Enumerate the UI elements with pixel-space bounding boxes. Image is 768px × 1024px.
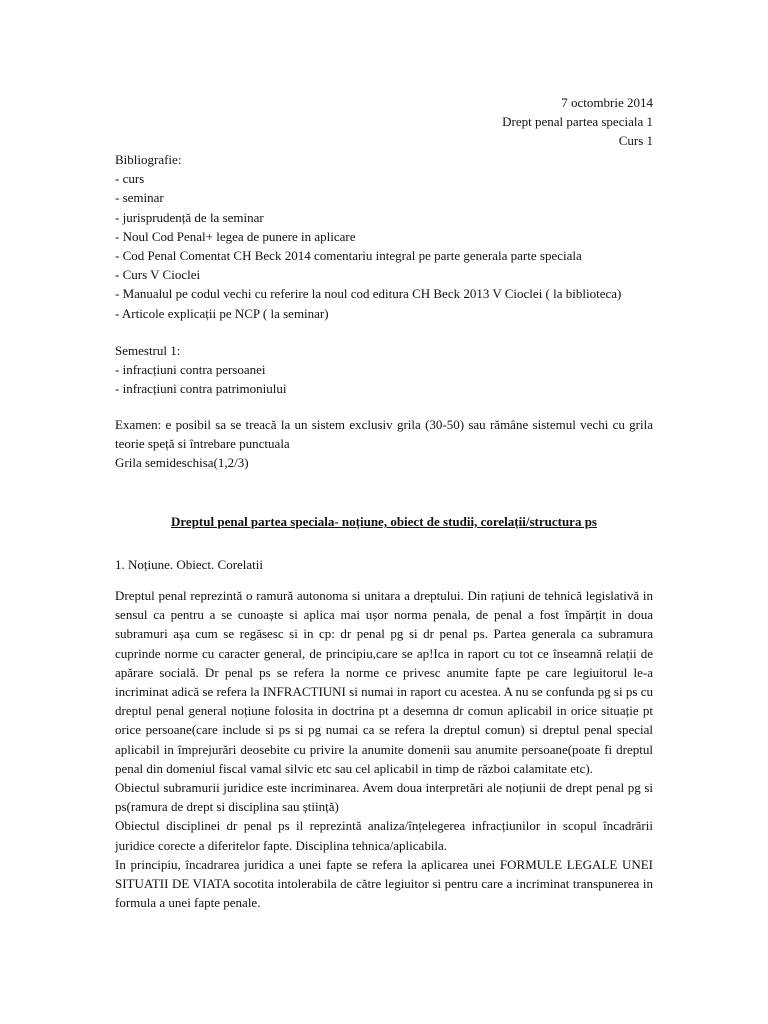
list-item: - curs: [115, 171, 145, 187]
content-section: [115, 586, 653, 912]
paragraph: In principiu, încadrarea juridica a unei fapte se refera la aplicarea unei FORMULE LEGALE UNEI SITUATII DE VIATA socotita intolerabila de către legiuitor si pentru care a incriminat transpunerea in formula a unei fapte penale.: [115, 856, 653, 911]
paragraph: Dreptul penal reprezintă o ramură autonoma si unitara a dreptului. Din rațiuni de tehnică legislativă in sensul ca pentru a se cunoaște si aplica mai ușor norma penala, de penal a fost împărțit in doua subramuri așa cum se regăsesc si in cp: dr penal pg si dr penal ps. Partea generala ca subramura cuprinde norme cu caracter general, de principiu,care se ap!Ica in raport cu tot ce înseamnă relații de apărare socială. Dr penal ps se refera la norme ce privesc anumite fapte pe care legiuitorul le-a incriminat adică se refera la INFRACTIUNI si numai in raport cu acestea. A nu se confunda pg si ps cu dreptul penal general noțiune folosita in doctrina pt a desemna dr comun aplicabil in orice situație pt orice persoane(care include si ps si pg numai ca se refera la dreptul comun) si dreptul penal special aplicabil in împrejurări deosebite cu privire la anumite domenii sau anumite persoane(poate fi dreptul penal din domeniul fiscal vamal silvic etc sau cel aplicabil in timp de război calamitate etc).: [115, 588, 653, 776]
header-lecture: Curs 1: [618, 133, 653, 148]
list-item: - jurisprudență de la seminar: [115, 209, 264, 225]
exam-section: [115, 415, 653, 473]
header-course: Drept penal partea speciala 1: [502, 114, 653, 129]
exam-grid: Grila semideschisa(1,2/3): [115, 455, 249, 471]
list-item: - Manualul pe codul vechi cu referire la noul cod editura CH Beck 2013 V Cioclei ( la biblioteca): [115, 286, 622, 302]
paragraph: Obiectul disciplinei dr penal ps il reprezintă analiza/înțelegerea infracțiunilor in scopul încadrării juridice corecte a diferitelor fapte. Disciplina tehnica/aplicabila.: [115, 818, 653, 853]
exam-text: Examen: e posibil sa se treacă la un sistem exclusiv grila (30-50) sau rămâne sistemul vechi cu grila teorie speță si întrebare punctuala: [115, 417, 653, 452]
list-item: - Curs V Cioclei: [115, 267, 201, 283]
semester-section: [115, 341, 653, 399]
header-date: 7 octombrie 2014: [561, 95, 653, 110]
bibliography-section: [115, 150, 653, 323]
list-item: - Noul Cod Penal+ legea de punere in aplicare: [115, 228, 356, 244]
list-item: - Articole explicații pe NCP ( la seminar): [115, 305, 329, 321]
section-heading: Dreptul penal partea speciala- noțiune, obiect de studii, corelații/structura ps: [171, 514, 597, 529]
paragraph: Obiectul subramurii juridice este incriminarea. Avem doua interpretări ale noțiunii de drept penal pg si ps(ramura de drept si disciplina sau știință): [115, 780, 653, 815]
list-item: - Cod Penal Comentat CH Beck 2014 comentariu integral pe parte generala parte speciala: [115, 248, 582, 264]
list-item: - infracțiuni contra patrimoniului: [115, 381, 287, 397]
document-header: [502, 93, 653, 150]
bibliography-title: Bibliografie:: [115, 152, 182, 167]
subheading: 1. Noțiune. Obiect. Corelatii: [115, 557, 264, 572]
semester-title: Semestrul 1:: [115, 343, 181, 358]
list-item: - infracțiuni contra persoanei: [115, 362, 266, 378]
list-item: - seminar: [115, 190, 164, 206]
